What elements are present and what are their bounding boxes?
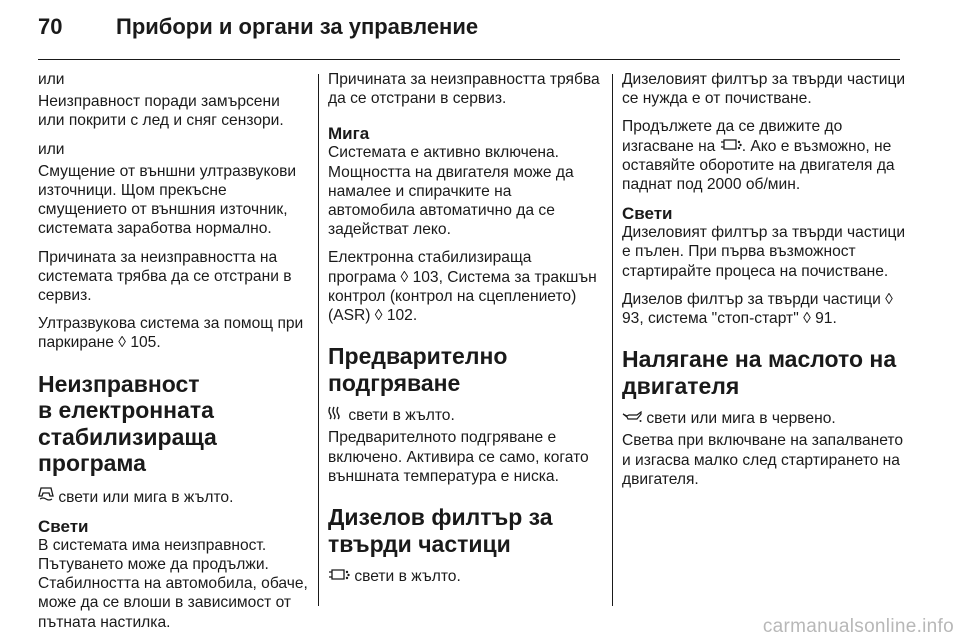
- esp-indicator-line: свети или мига в жълто.: [38, 487, 308, 507]
- page-header: [0, 0, 960, 62]
- text-or: или: [38, 140, 65, 158]
- text-esp-flash: Системата е активно включена. Мощността на двигателя може да намалее и спирачките на автомобила автоматично да се задействат леко.: [328, 144, 574, 239]
- dpf-indicator-line: свети в жълто.: [328, 567, 602, 586]
- text-preheating: Предварителното подгряване е включено. Активира се само, когато външната температура е ниска.: [328, 429, 589, 485]
- text-or: или: [38, 71, 65, 88]
- column-3: [622, 70, 912, 498]
- heading-esp-fault: Неизправност в електронната стабилизираща програма: [38, 370, 217, 477]
- text-fault-service: Причината за неизправността на системата трябва да се отстрани в сервиз.: [38, 248, 292, 305]
- glow-plug-icon: [328, 406, 344, 424]
- text-esp-references: Електронна стабилизираща програма ◊ 103, Система за тракшън контрол (контрол на сцеплението) (ASR) ◊ 102.: [328, 249, 597, 325]
- column-2: [328, 70, 602, 595]
- text-dpf-references: Дизелов филтър за твърди частици ◊ 93, система "стоп-старт" ◊ 91.: [622, 290, 893, 328]
- heading-oil-pressure: Налягане на маслото на двигателя: [622, 346, 897, 399]
- text-sensor-dirty: Неизправност поради замърсени или покрити с лед и сняг сензори.: [38, 93, 284, 130]
- oil-can-icon: [622, 411, 642, 427]
- text-parking-reference: Ултразвукова система за помощ при паркиране ◊ 105.: [38, 315, 304, 352]
- heading-lit: Свети: [622, 204, 673, 224]
- text-esp-lit: В системата има неизправност. Пътуването може да продължи. Стабилността на автомобила, обаче, може да се влоши в зависимост от пътната настилка.: [38, 536, 308, 631]
- heading-flash: Мига: [328, 124, 370, 144]
- column-divider-2: [612, 74, 613, 606]
- text-dpf-needs-cleaning: Дизеловият филтър за твърди частици се нужда е от почистване.: [622, 71, 906, 108]
- header-rule: [38, 59, 900, 60]
- oil-indicator-line: свети или мига в червено.: [622, 409, 912, 428]
- text-dpf-full: Дизеловият филтър за твърди частици е пълен. При първа възможност стартирайте процеса на почистване.: [622, 224, 906, 280]
- page-number: 70: [38, 14, 63, 39]
- text-oil-pressure: Светва при включване на запалването и изгасва малко след стартирането на двигателя.: [622, 432, 904, 488]
- column-1: [38, 70, 308, 641]
- page-title: Прибори и органи за управление: [116, 14, 479, 39]
- column-divider-1: [318, 74, 319, 606]
- diesel-particle-filter-icon: [720, 138, 742, 155]
- watermark: carmanualsonline.info: [762, 616, 954, 637]
- text-ultrasonic-interference: Смущение от външни ултразвукови източници. Щом прекъсне смущението от външния източник, системата заработва нормално.: [38, 162, 297, 238]
- heading-diesel-filter: Дизелов филтър за твърди частици: [328, 504, 553, 557]
- heading-preheating: Предварително подгряване: [328, 343, 508, 396]
- esp-warning-icon: [38, 487, 54, 506]
- diesel-particle-filter-icon: [328, 568, 350, 585]
- heading-lit: Свети: [38, 516, 89, 536]
- text-dpf-instructions: Продължете да се движите до изгасване на . Ако е възможно, не оставяйте оборотите на двигателя да паднат под 2000 об/мин.: [622, 118, 895, 194]
- text-fault-service: Причината за неизправността трябва да се отстрани в сервиз.: [328, 71, 600, 108]
- preheat-indicator-line: свети в жълто.: [328, 406, 602, 425]
